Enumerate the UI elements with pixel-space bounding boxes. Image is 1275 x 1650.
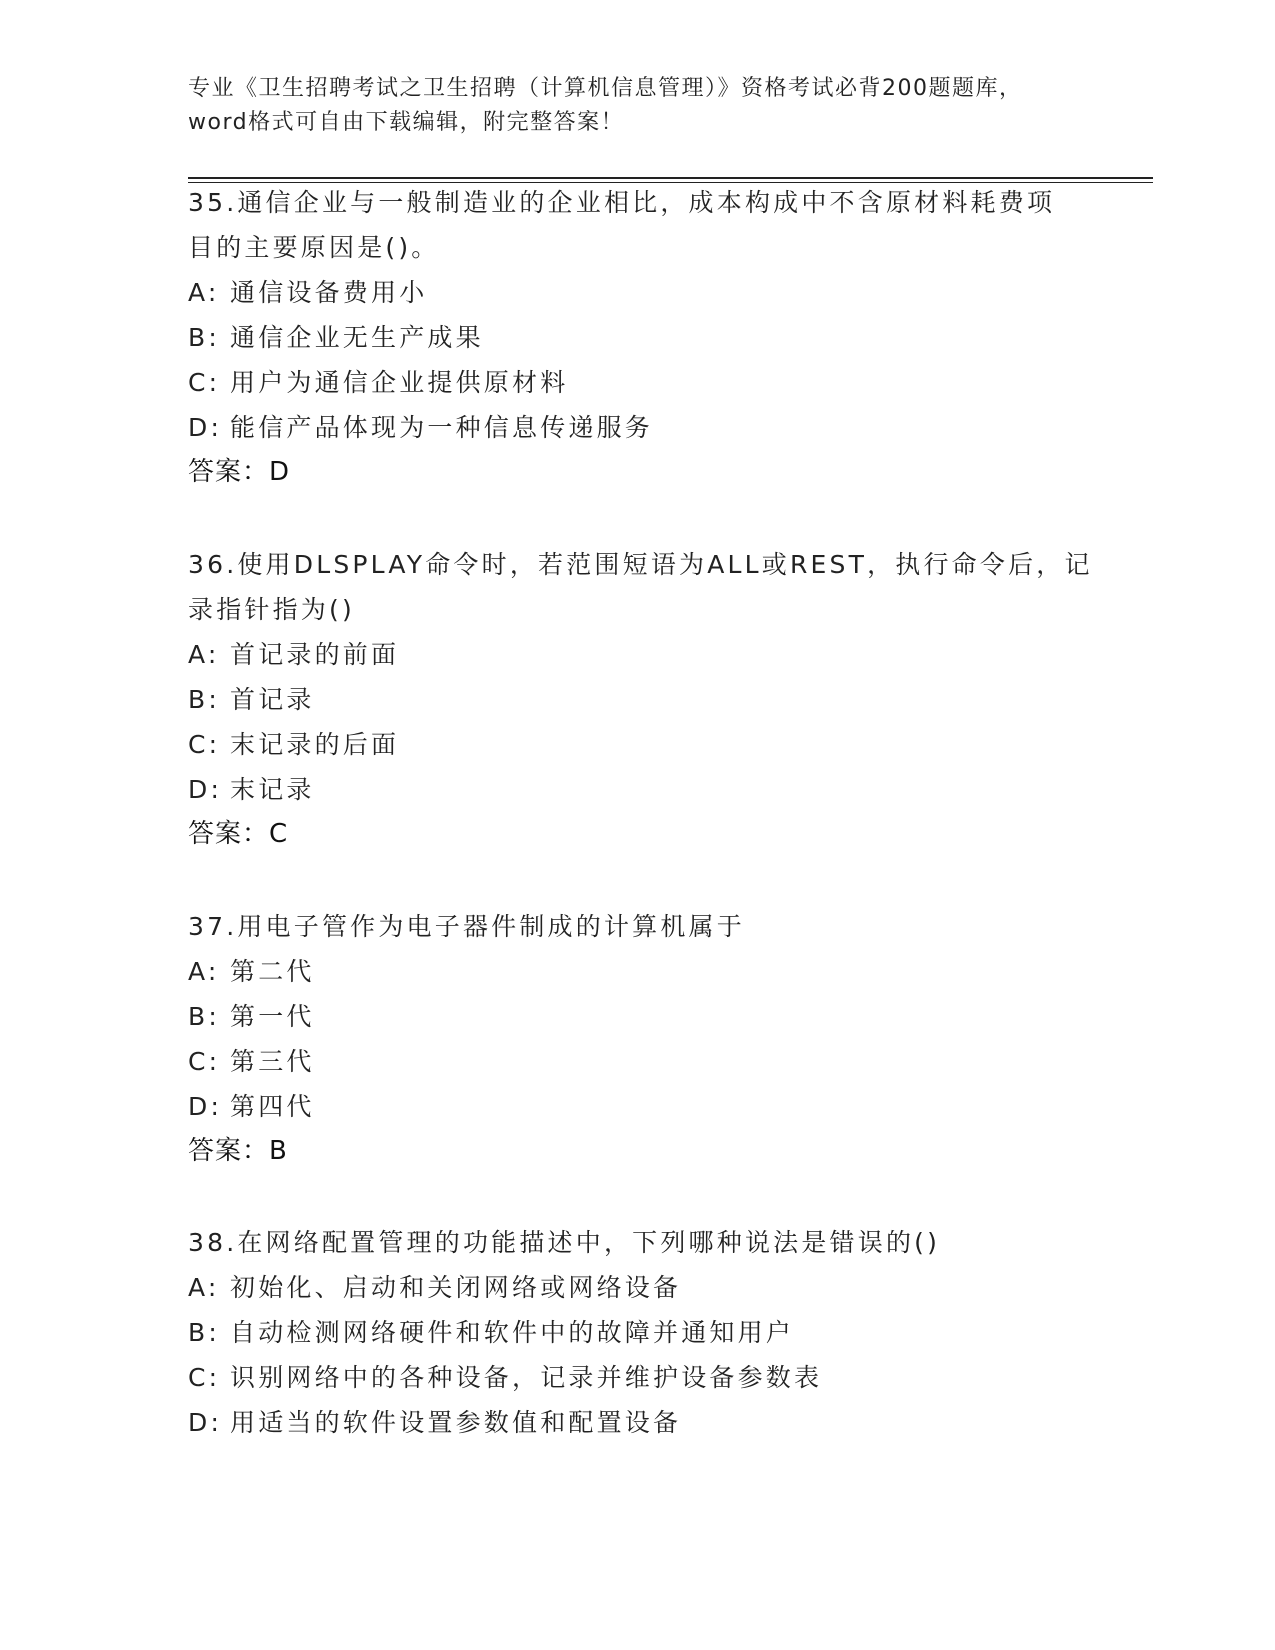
question-stem-line-1: 37.用电子管作为电子器件制成的计算机属于 [188,912,745,941]
option-text: 用户为通信企业提供原材料 [230,368,569,397]
question-37 [188,904,1088,1174]
option-b [188,994,1088,1039]
header-line-2: word格式可自由下载编辑，附完整答案！ [188,110,625,135]
option-text: 第三代 [230,1047,315,1076]
question-38 [188,1220,1088,1445]
option-b [188,1310,1088,1355]
option-letter: A: [188,1273,220,1302]
option-d [188,767,1088,812]
option-letter: B: [188,1318,220,1347]
option-a [188,949,1088,994]
header-divider-thick [188,177,1153,179]
question-stem-line-2: 录指针指为() [188,595,355,624]
option-c [188,1039,1088,1084]
option-a [188,632,1088,677]
header-line-1: 专业《卫生招聘考试之卫生招聘（计算机信息管理）》资格考试必背200题题库， [188,76,1023,101]
option-letter: D: [188,1408,223,1437]
option-d [188,405,1088,450]
option-text: 识别网络中的各种设备，记录并维护设备参数表 [230,1363,823,1392]
option-text: 通信设备费用小 [230,278,428,307]
option-text: 自动检测网络硬件和软件中的故障并通知用户 [230,1318,795,1347]
option-text: 能信产品体现为一种信息传递服务 [230,413,654,442]
option-letter: A: [188,640,220,669]
answer-line: 答案：B [188,1136,288,1166]
option-letter: D: [188,413,223,442]
option-d [188,1084,1088,1129]
option-letter: D: [188,775,223,804]
option-letter: A: [188,278,220,307]
question-36 [188,542,1093,857]
option-letter: D: [188,1092,223,1121]
option-text: 初始化、启动和关闭网络或网络设备 [230,1273,682,1302]
option-text: 第四代 [230,1092,315,1121]
option-letter: B: [188,323,220,352]
question-stem-line-1: 38.在网络配置管理的功能描述中，下列哪种说法是错误的() [188,1228,941,1257]
question-stem-line-1: 36.使用DLSPLAY命令时，若范围短语为ALL或REST，执行命令后，记 [188,550,1093,579]
option-text: 首记录 [230,685,315,714]
option-letter: B: [188,685,220,714]
option-a [188,270,1088,315]
option-b [188,677,1088,722]
question-stem-line-1: 35.通信企业与一般制造业的企业相比，成本构成中不含原材料耗费项 [188,188,1056,217]
option-text: 首记录的前面 [230,640,400,669]
option-a [188,1265,1088,1310]
option-d [188,1400,1088,1445]
option-c [188,1355,1088,1400]
option-c [188,722,1088,767]
option-text: 第一代 [230,1002,315,1031]
option-letter: C: [188,1047,221,1076]
option-text: 第二代 [230,957,315,986]
option-text: 通信企业无生产成果 [230,323,484,352]
option-text: 末记录的后面 [230,730,400,759]
answer-line: 答案：D [188,457,291,487]
option-letter: A: [188,957,220,986]
option-letter: C: [188,368,221,397]
document-header [188,72,1088,140]
option-text: 用适当的软件设置参数值和配置设备 [230,1408,682,1437]
option-letter: B: [188,1002,220,1031]
question-stem-line-2: 目的主要原因是()。 [188,233,440,262]
option-text: 末记录 [230,775,315,804]
option-letter: C: [188,730,221,759]
option-b [188,315,1088,360]
answer-line: 答案：C [188,819,289,849]
question-35 [188,180,1088,495]
option-c [188,360,1088,405]
option-letter: C: [188,1363,221,1392]
